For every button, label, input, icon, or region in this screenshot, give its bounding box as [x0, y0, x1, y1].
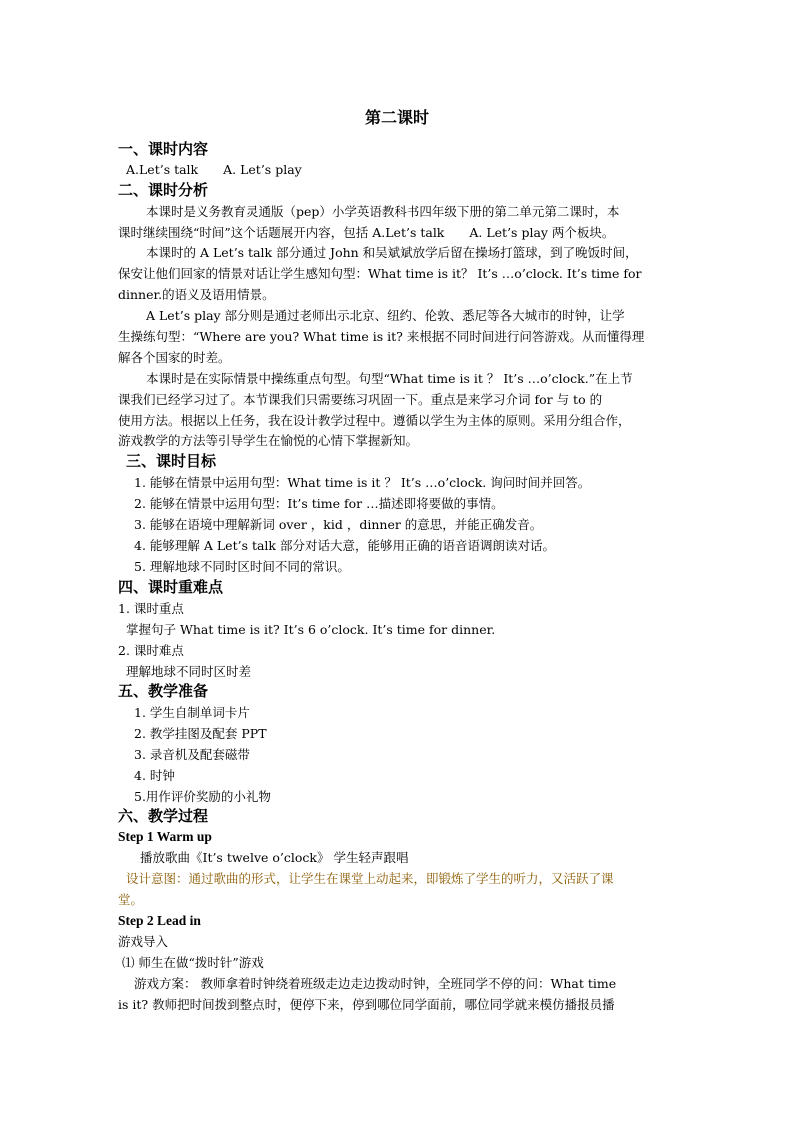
paragraph-line: 课时继续围绕“时间”这个话题展开内容，包括 A.Let’s talk A. Let’s play 两个板块。: [118, 225, 615, 240]
content-line: A.Let’s talk A. Let’s play: [126, 162, 302, 177]
heading-lesson-analysis: 二、课时分析: [118, 181, 209, 199]
content-line: ⑴ 师生在做“拨时针”游戏: [122, 955, 264, 970]
list-item: 5.用作评价奖励的小礼物: [134, 789, 271, 804]
content-line: 播放歌曲《It’s twelve o’clock》 学生轻声跟唱: [140, 850, 409, 865]
paragraph-line: A Let’s play 部分则是通过老师出示北京、纽约、伦敦、悉尼等各大城市的时钟，让学: [146, 308, 625, 323]
heading-preparation: 五、教学准备: [118, 682, 209, 700]
page-title: 第二课时: [364, 108, 429, 127]
content-line: 掌握句子 What time is it? It’s 6 o’clock. It’s time for dinner.: [126, 622, 496, 637]
list-item: 5. 理解地球不同时区时间不同的常识。: [134, 559, 350, 574]
paragraph-line: 生操练句型：“Where are you? What time is it? 来根据不同时间进行问答游戏。从而懂得理: [118, 329, 645, 344]
paragraph-line: 解各个国家的时差。: [118, 350, 231, 365]
paragraph-line: 游戏教学的方法等引导学生在愉悦的心情下掌握新知。: [118, 433, 419, 448]
list-item: 3. 能够在语境中理解新词 over ，kid ，dinner 的意思，并能正确发音。: [134, 517, 543, 532]
content-line: 理解地球不同时区时差: [126, 664, 252, 679]
step-heading: Step 1 Warm up: [118, 829, 212, 844]
heading-key-points: 四、课时重难点: [118, 578, 224, 596]
heading-lesson-content: 一、课时内容: [118, 140, 209, 158]
list-item: 2. 能够在情景中运用句型：It’s time for …描述即将要做的事情。: [134, 496, 504, 511]
design-intent-line: 设计意图：通过歌曲的形式，让学生在课堂上动起来，即锻炼了学生的听力，又活跃了课: [126, 871, 614, 886]
list-item: 4. 时钟: [134, 768, 175, 783]
paragraph-line: 游戏方案： 教师拿着时钟绕着班级走边走边拨动时钟，全班同学不停的问：What time: [134, 976, 617, 991]
list-item: 4. 能够理解 A Let’s talk 部分对话大意，能够用正确的语音语调朗读对话。: [134, 538, 555, 553]
list-item: 1. 能够在情景中运用句型：What time is it ？ It’s …o’clock. 询问时间并回答。: [134, 475, 591, 490]
heading-teaching-process: 六、教学过程: [118, 807, 209, 825]
list-item: 1. 学生自制单词卡片: [134, 705, 250, 720]
paragraph-line: 使用方法。根据以上任务，我在设计教学过程中。遵循以学生为主体的原则。采用分组合作，: [118, 413, 631, 428]
heading-lesson-goals: 三、课时目标: [126, 452, 217, 470]
subheading: 2. 课时难点: [118, 643, 184, 658]
content-line: 游戏导入: [118, 934, 169, 949]
paragraph-line: 本课时是在实际情景中操练重点句型。句型“What time is it ？ It’s …o’clock.”在上节: [146, 371, 633, 386]
list-item: 3. 录音机及配套磁带: [134, 747, 250, 762]
subheading: 1. 课时重点: [118, 601, 184, 616]
paragraph-line: 保安让他们回家的情景对话让学生感知句型：What time is it？ It’s …o’clock. It’s time for: [118, 266, 642, 281]
design-intent-line: 堂。: [118, 892, 144, 907]
paragraph-line: 课我们已经学习过了。本节课我们只需要练习巩固一下。重点是来学习介词 for 与 to 的: [118, 392, 603, 407]
paragraph-line: dinner.的语义及语用情景。: [118, 287, 275, 302]
paragraph-line: 本课时的 A Let’s talk 部分通过 John 和吴斌斌放学后留在操场打篮球，到了晚饭时间，: [146, 245, 638, 260]
paragraph-line: is it? 教师把时间拨到整点时，便停下来，停到哪位同学面前，哪位同学就来模仿播报员播: [118, 997, 615, 1012]
paragraph-line: 本课时是义务教育灵通版（pep）小学英语教科书四年级下册的第二单元第二课时，本: [146, 204, 620, 219]
step-heading: Step 2 Lead in: [118, 913, 201, 928]
list-item: 2. 教学挂图及配套 PPT: [134, 726, 267, 741]
